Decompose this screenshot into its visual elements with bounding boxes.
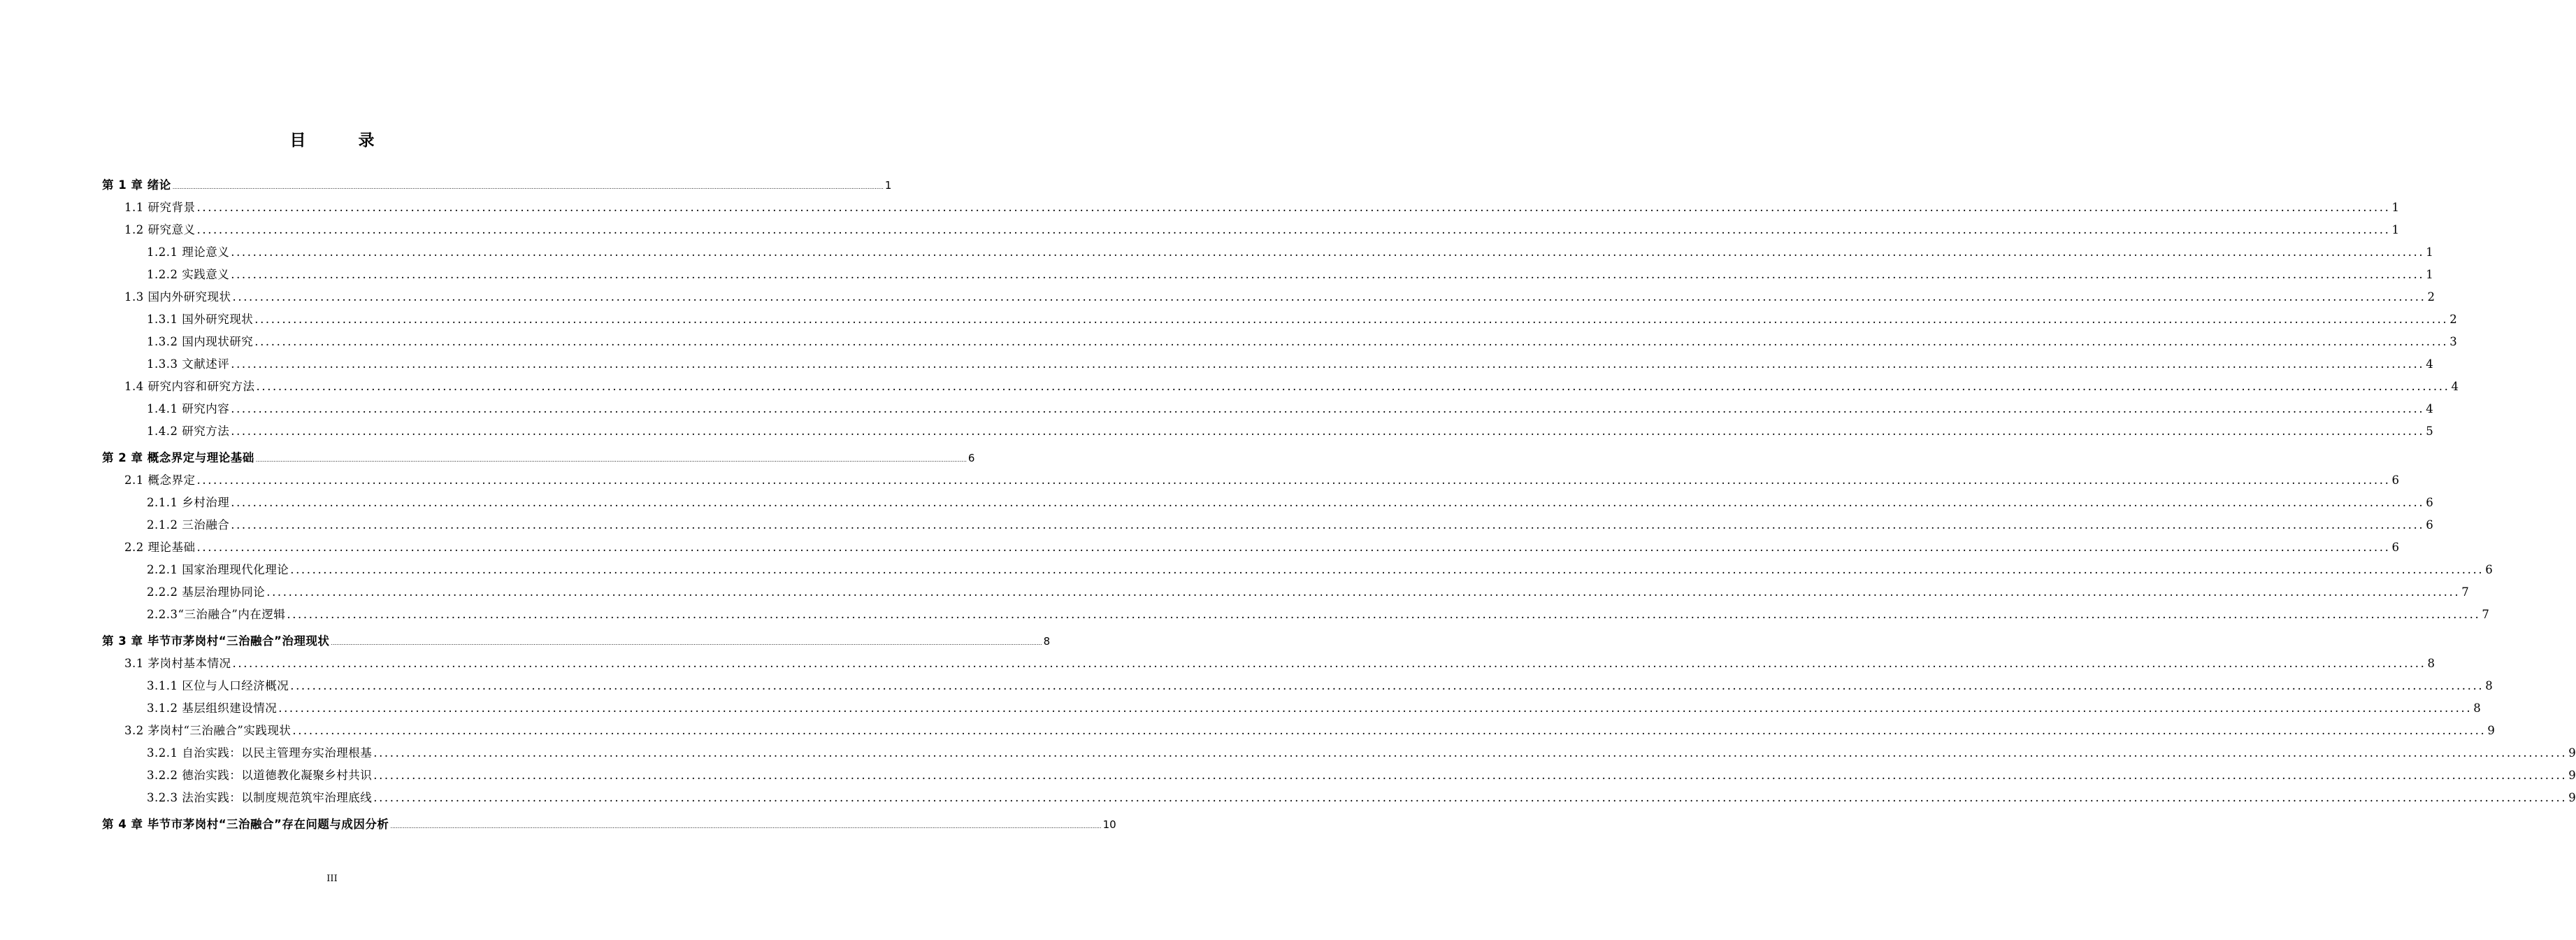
toc-entry[interactable] (147, 396, 2433, 417)
toc-leader-dots: ................................................................................................................................................................................................................................................................................................................................................................................................................ (196, 223, 2391, 236)
toc-entry-page-number: 8 (2427, 657, 2435, 670)
toc-entry-title: 1.2.1 理论意义 (147, 245, 230, 259)
toc-entry-title: 3.1.1 区位与人口经济概况 (147, 679, 289, 692)
toc-entry-page-number: 9 (2568, 791, 2576, 804)
toc-leader-dots: ................................................................................................................................................................................................................................................................................................................................................................................................................ (231, 268, 2425, 281)
toc-entry-title: 1.3.2 国内现状研究 (147, 335, 254, 348)
toc-leader-dots: ................................................................................................................................................................................................................................................................................................................................................................................................................ (256, 380, 2450, 393)
toc-leader-dots: ................................................................................................................................................................................................................................................................................................................................................................................................................ (231, 518, 2425, 532)
toc-leader-dots: ................................................................................................................................................................................................................................................................................................................................................................................................................ (290, 563, 2484, 576)
toc-entry[interactable] (124, 217, 2399, 238)
toc-entry-title: 1.3 国内外研究现状 (124, 290, 231, 304)
toc-entry-page-number: 9 (2487, 724, 2495, 737)
toc-entry-page-number: 7 (2461, 585, 2469, 599)
toc-entry-title: 第 3 章 毕节市茅岗村“三治融合”治理现状 (102, 634, 330, 648)
toc-leader-dots: ................................................................................................................................................................................................................................................................................................................................................................................................................ (231, 245, 2425, 259)
toc-entry-page-number: 9 (2568, 746, 2576, 760)
toc-entry-title: 2.2.3“三治融合”内在逻辑 (147, 608, 286, 621)
toc-entry[interactable] (147, 239, 2433, 260)
toc-leader-dots: ................................................................................................................................................................................................................................................................................................................................................................................................................ (172, 184, 884, 190)
toc-entry-page-number: 8 (1043, 635, 1051, 648)
toc-entry-page-number: 5 (2426, 425, 2433, 438)
toc-entry-page-number: 1 (884, 179, 892, 192)
toc-leader-dots: ................................................................................................................................................................................................................................................................................................................................................................................................................ (254, 335, 2449, 348)
toc-entry-page-number: 6 (2485, 563, 2493, 576)
toc-leader-dots: ................................................................................................................................................................................................................................................................................................................................................................................................................ (287, 608, 2481, 621)
toc-entry[interactable] (147, 557, 2493, 578)
page-title: 目 录 (289, 131, 393, 150)
toc-entry[interactable] (102, 172, 892, 193)
toc-entry[interactable] (147, 785, 2576, 806)
toc-entry-page-number: 6 (967, 452, 975, 464)
toc-leader-dots: ................................................................................................................................................................................................................................................................................................................................................................................................................ (231, 357, 2425, 371)
toc-entry-title: 2.2.2 基层治理协同论 (147, 585, 266, 599)
toc-leader-dots: ................................................................................................................................................................................................................................................................................................................................................................................................................ (196, 201, 2391, 214)
toc-leader-dots: ................................................................................................................................................................................................................................................................................................................................................................................................................ (373, 791, 2568, 804)
page-number: III (326, 874, 338, 884)
toc-leader-dots: ................................................................................................................................................................................................................................................................................................................................................................................................................ (231, 496, 2425, 509)
toc-leader-dots: ................................................................................................................................................................................................................................................................................................................................................................................................................ (390, 823, 1102, 829)
toc-entry-page-number: 1 (2391, 223, 2399, 236)
toc-entry-title: 2.2 理论基础 (124, 541, 196, 554)
toc-entry[interactable] (102, 445, 975, 466)
toc-entry-title: 2.1.1 乡村治理 (147, 496, 230, 509)
toc-entry[interactable] (147, 762, 2576, 783)
toc-entry-title: 1.2.2 实践意义 (147, 268, 230, 281)
toc-leader-dots: ................................................................................................................................................................................................................................................................................................................................................................................................................ (196, 473, 2391, 487)
toc-entry-title: 1.4.2 研究方法 (147, 425, 230, 438)
toc-entry[interactable] (147, 490, 2433, 511)
toc-entry-page-number: 6 (2426, 496, 2433, 509)
toc-entry-page-number: 6 (2391, 541, 2399, 554)
toc-entry-page-number: 1 (2426, 268, 2433, 281)
toc-entry[interactable] (147, 351, 2433, 372)
toc-leader-dots: ................................................................................................................................................................................................................................................................................................................................................................................................................ (331, 640, 1042, 646)
toc-entry[interactable] (102, 628, 1051, 649)
toc-entry-title: 第 2 章 概念界定与理论基础 (102, 451, 254, 464)
toc-entry-title: 3.1.2 基层组织建设情况 (147, 702, 278, 715)
toc-leader-dots: ................................................................................................................................................................................................................................................................................................................................................................................................................ (266, 585, 2461, 599)
toc-entry-page-number: 7 (2482, 608, 2489, 621)
toc-entry[interactable] (147, 306, 2457, 327)
toc-entry-page-number: 4 (2426, 402, 2433, 415)
toc-entry-page-number: 2 (2427, 290, 2435, 304)
toc-entry[interactable] (124, 467, 2399, 488)
toc-entry[interactable] (147, 262, 2433, 283)
toc-leader-dots: ................................................................................................................................................................................................................................................................................................................................................................................................................ (373, 746, 2568, 760)
toc-entry[interactable] (147, 418, 2433, 439)
toc-entry[interactable] (102, 811, 1116, 832)
toc-entry-title: 1.4.1 研究内容 (147, 402, 230, 415)
toc-entry-title: 3.2.1 自治实践：以民主管理夯实治理根基 (147, 746, 373, 760)
toc-entry-title: 2.1 概念界定 (124, 473, 196, 487)
toc-entry[interactable] (124, 718, 2495, 739)
toc-entry-title: 1.4 研究内容和研究方法 (124, 380, 255, 393)
toc-entry[interactable] (124, 284, 2435, 305)
toc-entry-page-number: 8 (2473, 702, 2481, 715)
toc-leader-dots: ................................................................................................................................................................................................................................................................................................................................................................................................................ (254, 313, 2449, 326)
toc-entry-page-number: 2 (2449, 313, 2457, 326)
toc-entry-title: 3.1 茅岗村基本情况 (124, 657, 231, 670)
toc-leader-dots: ................................................................................................................................................................................................................................................................................................................................................................................................................ (290, 679, 2484, 692)
toc-entry-page-number: 3 (2449, 335, 2457, 348)
toc-entry[interactable] (147, 695, 2481, 716)
toc-entry[interactable] (147, 601, 2489, 622)
toc-entry[interactable] (124, 534, 2399, 555)
toc-entry-title: 第 4 章 毕节市茅岗村“三治融合”存在问题与成因分析 (102, 818, 389, 831)
toc-entry[interactable] (147, 329, 2457, 350)
toc-leader-dots: ................................................................................................................................................................................................................................................................................................................................................................................................................ (373, 769, 2568, 782)
toc-entry[interactable] (147, 673, 2493, 694)
toc-entry-title: 1.3.3 文献述评 (147, 357, 230, 371)
toc-entry[interactable] (147, 740, 2576, 761)
toc-leader-dots: ................................................................................................................................................................................................................................................................................................................................................................................................................ (232, 657, 2426, 670)
toc-entry-title: 3.2.2 德治实践：以道德教化凝聚乡村共识 (147, 769, 373, 782)
toc-entry-title: 3.2 茅岗村“三治融合”实践现状 (124, 724, 292, 737)
toc-entry-page-number: 1 (2426, 245, 2433, 259)
toc-entry-title: 3.2.3 法治实践：以制度规范筑牢治理底线 (147, 791, 373, 804)
toc-entry-page-number: 6 (2426, 518, 2433, 532)
toc-leader-dots: ................................................................................................................................................................................................................................................................................................................................................................................................................ (292, 724, 2487, 737)
toc-entry-page-number: 8 (2485, 679, 2493, 692)
toc-entry[interactable] (147, 579, 2469, 600)
toc-leader-dots: ................................................................................................................................................................................................................................................................................................................................................................................................................ (278, 702, 2473, 715)
toc-entry-page-number: 4 (2451, 380, 2459, 393)
toc-entry-title: 2.2.1 国家治理现代化理论 (147, 563, 289, 576)
toc-entry-title: 1.2 研究意义 (124, 223, 196, 236)
toc-entry[interactable] (124, 373, 2459, 394)
toc-entry-page-number: 6 (2391, 473, 2399, 487)
toc-entry-page-number: 4 (2426, 357, 2433, 371)
toc-leader-dots: ................................................................................................................................................................................................................................................................................................................................................................................................................ (255, 457, 967, 463)
toc-entry-title: 2.1.2 三治融合 (147, 518, 230, 532)
toc-entry[interactable] (124, 650, 2435, 671)
toc-entry[interactable] (124, 194, 2399, 215)
toc-leader-dots: ................................................................................................................................................................................................................................................................................................................................................................................................................ (231, 425, 2425, 438)
toc-entry-title: 1.1 研究背景 (124, 201, 196, 214)
toc-leader-dots: ................................................................................................................................................................................................................................................................................................................................................................................................................ (232, 290, 2426, 304)
toc-entry[interactable] (147, 512, 2433, 533)
toc-entry-page-number: 1 (2391, 201, 2399, 214)
toc-leader-dots: ................................................................................................................................................................................................................................................................................................................................................................................................................ (231, 402, 2425, 415)
toc-entry-page-number: 9 (2568, 769, 2576, 782)
toc-entry-page-number: 10 (1102, 818, 1116, 831)
toc-leader-dots: ................................................................................................................................................................................................................................................................................................................................................................................................................ (196, 541, 2391, 554)
toc-entry-title: 1.3.1 国外研究现状 (147, 313, 254, 326)
toc-entry-title: 第 1 章 绪论 (102, 178, 171, 192)
